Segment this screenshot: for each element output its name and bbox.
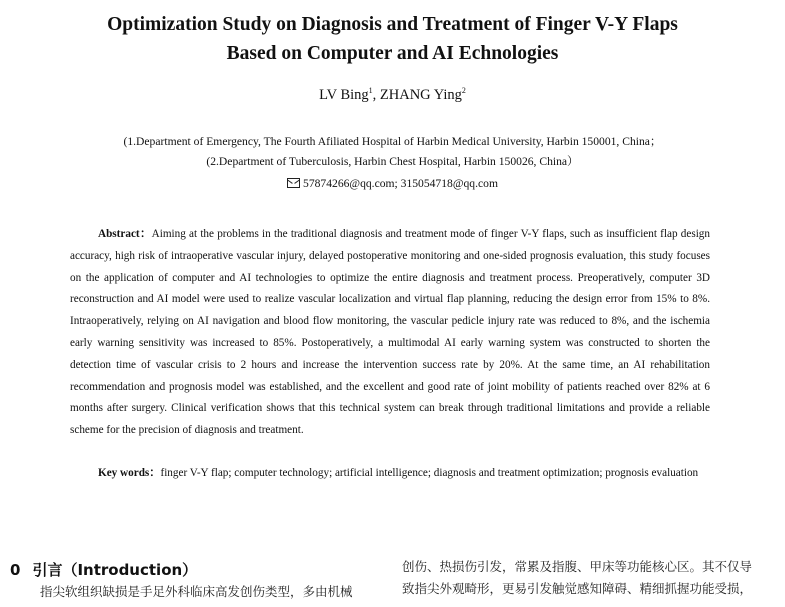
section-heading	[10, 559, 197, 580]
body-text-line: 致指尖外观畸形，更易引发触觉感知障碍、精细抓握功能受损，	[402, 581, 753, 596]
keywords	[70, 463, 710, 485]
section-number: 0	[10, 561, 21, 579]
body-text-line: 指尖软组织缺损是手足外科临床高发创伤类型，多由机械	[40, 584, 353, 599]
email-line	[0, 173, 785, 195]
body-left-column	[40, 581, 380, 603]
abstract-label: Abstract：	[98, 228, 152, 240]
author-name: LV Bing	[319, 86, 369, 103]
mail-icon	[287, 178, 300, 188]
abstract	[70, 224, 710, 442]
title-line-1: Optimization Study on Diagnosis and Treatment of Finger V-Y Flaps	[107, 14, 678, 35]
email-addresses: 57874266@qq.com; 315054718@qq.com	[303, 177, 498, 190]
author-separator: ,	[372, 86, 380, 103]
author-affiliation-mark: 2	[461, 86, 466, 95]
title-line-2: Based on Computer and AI Echnologies	[226, 43, 559, 64]
affiliation-2: (2.Department of Tuberculosis, Harbin Chest Hospital, Harbin 150026, China）	[206, 155, 579, 168]
body-right-column	[402, 556, 785, 600]
keywords-text: finger V-Y flap; computer technology; artificial intelligence; diagnosis and treatment optimization; prognosis evaluation	[160, 467, 699, 479]
author-list	[0, 86, 785, 104]
keywords-label: Key words：	[98, 467, 161, 479]
section-title: 引言（Introduction）	[32, 561, 198, 579]
author-affiliation-mark: 1	[368, 86, 373, 95]
author-name: ZHANG Ying	[379, 86, 462, 103]
affiliation-1: (1.Department of Emergency, The Fourth Afiliated Hospital of Harbin Medical University, Harbin 150001, China；	[123, 135, 662, 148]
paper-title	[40, 10, 745, 68]
body-text-line: 创伤、热损伤引发，常累及指腹、甲床等功能核心区。其不仅导	[402, 559, 753, 574]
abstract-text: Aiming at the problems in the traditional diagnosis and treatment mode of finger V-Y flaps, such as insufficient flap design accuracy, high risk of intraoperative vascular injury, delayed postoperative monitoring and one-sided prognosis evaluation, this study focuses on the application of computer and AI technologies to optimize the entire diagnosis and treatment process. Preoperatively, computer 3D reconstruction and AI model were used to realize vascular localization and virtual flap planning, reducing the design error from 15% to 8%. Intraoperatively, relying on AI navigation and blood flow monitoring, the vascular pedicle injury rate was reduced to 8%, and the ischemia early warning sensitivity was increased to 85%. Postoperatively, a multimodal AI early warning system was constructed to shorten the detection time of vascular crisis to 2 hours and increase the intervention success rate by 20%. At the same time, an AI rehabilitation recommendation and prognosis model was established, and the excellent and good rate of joint mobility of patients reached over 82% at 6 months after surgery. Clinical verification shows that this technical system can break through traditional limitations and provide a reliable scheme for the precision of diagnosis and treatment.	[70, 228, 710, 437]
